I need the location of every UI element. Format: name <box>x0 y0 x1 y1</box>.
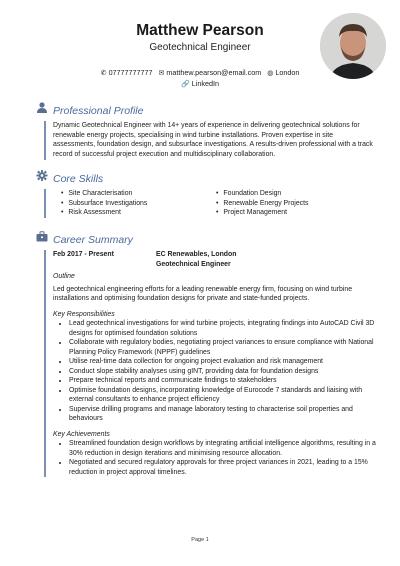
profile-title: Professional Profile <box>53 105 144 117</box>
person-icon <box>36 102 48 113</box>
skills-title: Core Skills <box>53 173 104 185</box>
phone-icon: ✆ <box>100 70 107 77</box>
linkedin-link[interactable] <box>0 79 400 88</box>
job-header <box>53 250 376 269</box>
list-item: • Utilise real-time data collection for ongoing project evaluation and risk management <box>69 357 376 367</box>
list-item: • Collaborate with regulatory bodies, negotiating project variances to ensure compliance with National Planning Policy Framework (NPPF) guidelines <box>69 338 376 357</box>
profile-photo-image <box>320 13 386 79</box>
profile-text: Dynamic Geotechnical Engineer with 14+ years of experience in delivering geotechnical solutions for renewable energy projects, specialising in wind turbine installations. Proven expertise in site assessments, foundation design, and subsurface investigations. A results-driven professional with a track record of successful project execution and multidisciplinary collaboration. <box>53 122 373 159</box>
candidate-role: Geotechnical Engineer <box>149 42 251 53</box>
skills-list <box>53 189 376 218</box>
skill-item: • Foundation Design <box>216 189 371 199</box>
job-employer <box>156 250 356 269</box>
profile-header <box>36 101 376 115</box>
phone-contact[interactable] <box>101 68 153 77</box>
career-section <box>36 230 376 477</box>
responsibilities-list <box>53 319 376 424</box>
page-number: Page 1 <box>191 537 209 543</box>
skills-section <box>36 169 376 218</box>
link-icon: 🔗 <box>181 81 190 88</box>
profile-photo <box>320 13 386 79</box>
location-text: London <box>275 68 300 77</box>
career-title: Career Summary <box>53 234 133 246</box>
list-item: • Lead geotechnical investigations for wind turbine projects, integrating findings into AutoCAD Civil 3D designs for optimised foundation solutions <box>69 319 376 338</box>
globe-icon: ◍ <box>267 70 274 77</box>
outline-text: Led geotechnical engineering efforts for a leading renewable energy firm, focusing on wind turbine installations and optimising foundation designs for private and state-funded projects. <box>53 285 353 303</box>
responsibilities-label: Key Responsibilities <box>53 310 115 318</box>
list-item: • Streamlined foundation design workflows by integrating artificial intelligence algorithms, resulting in a 30% reduction in design iterations and minimising resource allocation. <box>69 439 376 458</box>
profile-body <box>36 121 376 160</box>
list-item: • Optimise foundation designs, incorporating knowledge of Eurocode 7 standards and liaising with external consultants to enhance project efficiency <box>69 386 376 405</box>
gear-icon <box>36 170 48 181</box>
list-item: • Supervise drilling programs and manage laboratory testing to characterise soil properties and behaviours <box>69 405 376 424</box>
skill-item: • Risk Assessment <box>61 208 216 218</box>
briefcase-icon <box>36 231 48 242</box>
list-item: • Prepare technical reports and communicate findings to stakeholders <box>69 376 376 386</box>
achievements-label: Key Achievements <box>53 430 110 438</box>
skill-item: • Project Management <box>216 208 371 218</box>
career-body <box>36 250 376 477</box>
profile-section <box>36 101 376 160</box>
email-contact[interactable] <box>159 68 262 77</box>
envelope-icon: ✉ <box>158 70 165 77</box>
skill-item: • Subsurface Investigations <box>61 199 216 209</box>
list-item: • Conduct slope stability analyses using gINT, providing data for foundation designs <box>69 367 376 377</box>
linkedin-text: LinkedIn <box>191 79 219 88</box>
job-dates: Feb 2017 - Present <box>53 251 114 258</box>
list-item: • Negotiated and secured regulatory approvals for three project variances in 2021, leading to a 15% reduction in project approval timelines. <box>69 458 376 477</box>
skill-item: • Renewable Energy Projects <box>216 199 371 209</box>
location-contact <box>267 68 299 77</box>
phone-text: 07777777777 <box>108 68 153 77</box>
job-position: Geotechnical Engineer <box>156 260 231 268</box>
skills-header <box>36 169 376 183</box>
skills-body <box>36 189 376 218</box>
job-company: EC Renewables, London <box>156 251 237 258</box>
skill-item: • Site Characterisation <box>61 189 216 199</box>
outline-label: Outline <box>53 273 75 280</box>
career-header <box>36 230 376 244</box>
email-text: matthew.pearson@email.com <box>166 68 262 77</box>
achievements-list <box>53 439 376 477</box>
candidate-name: Matthew Pearson <box>136 22 264 39</box>
